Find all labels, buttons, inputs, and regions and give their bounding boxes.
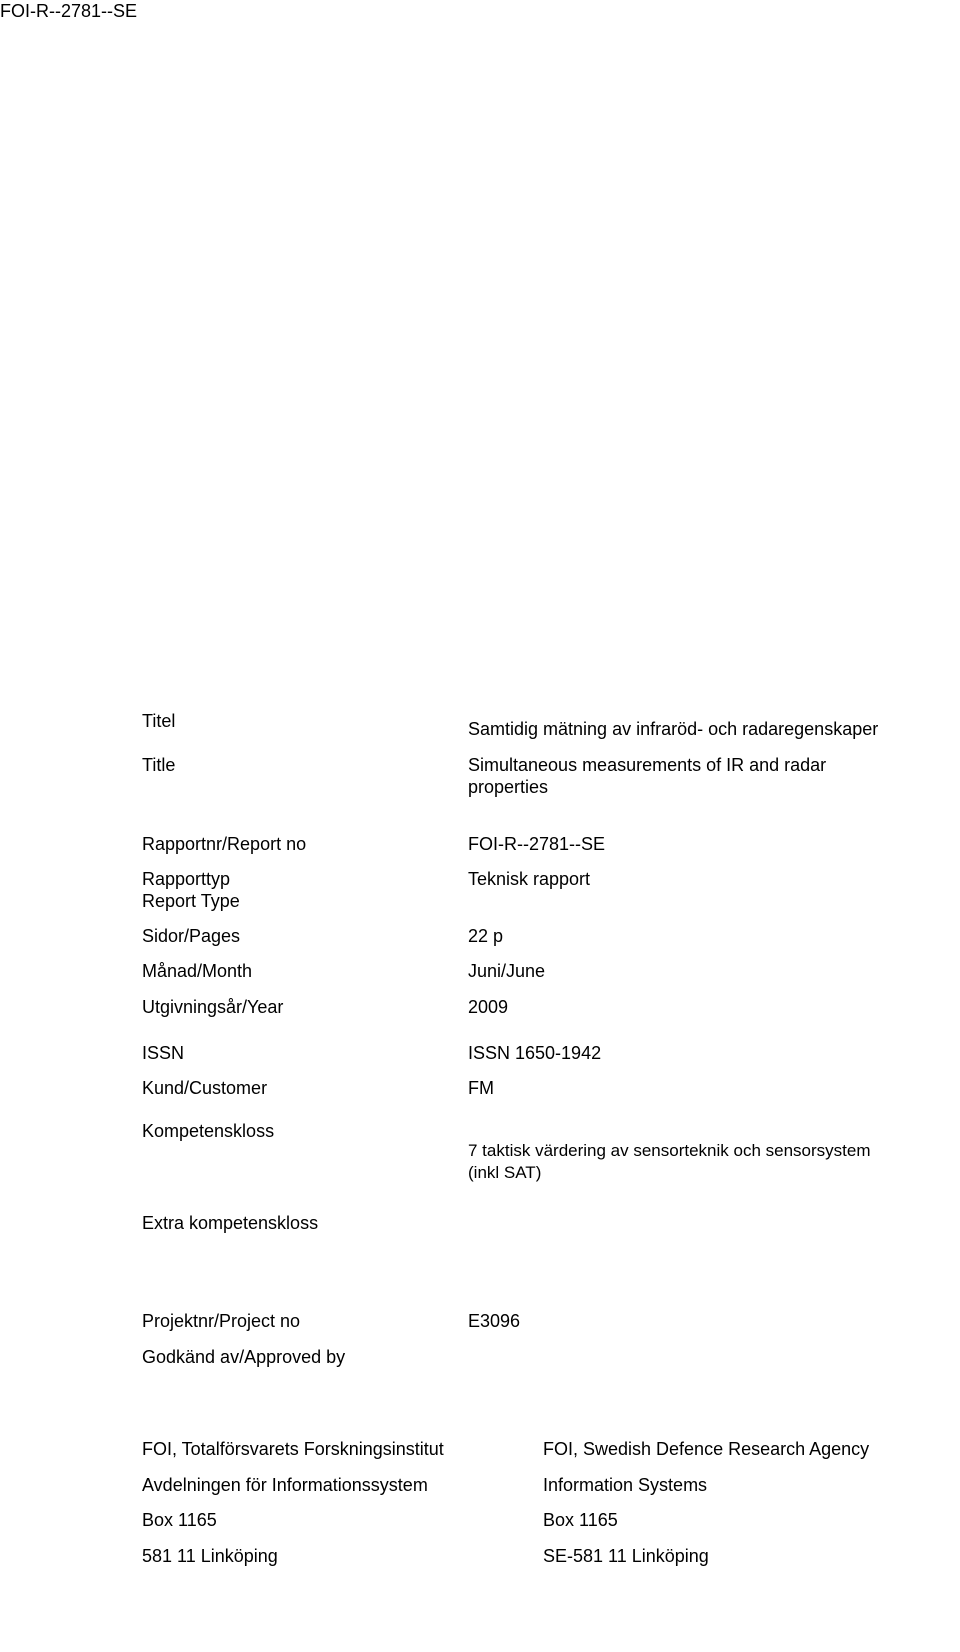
footer-sv-dept: Avdelningen för Informationssystem <box>142 1475 428 1495</box>
report-type-value: Teknisk rapport <box>468 869 591 889</box>
report-id-header: FOI-R--2781--SE <box>0 1 138 21</box>
title-value-line2: properties <box>468 777 549 797</box>
footer-sv-city: 581 11 Linköping <box>142 1546 278 1566</box>
month-value: Juni/June <box>468 961 546 981</box>
pages-value: 22 p <box>468 926 504 946</box>
footer-en-box: Box 1165 <box>543 1510 618 1530</box>
issn-value: ISSN 1650-1942 <box>468 1043 602 1063</box>
customer-label: Kund/Customer <box>142 1078 268 1098</box>
report-type-label-line1: Rapporttyp <box>142 869 231 889</box>
approved-label: Godkänd av/Approved by <box>142 1347 346 1367</box>
footer-en-city: SE-581 11 Linköping <box>543 1546 709 1566</box>
titel-value: Samtidig mätning av infraröd- och radaregenskaper <box>468 719 879 739</box>
competence-label: Kompetenskloss <box>142 1121 275 1141</box>
project-label: Projektnr/Project no <box>142 1311 301 1331</box>
pages-label: Sidor/Pages <box>142 926 241 946</box>
competence-value-line1: 7 taktisk värdering av sensorteknik och sensorsystem <box>468 1141 871 1160</box>
extra-competence-label: Extra kompetenskloss <box>142 1213 319 1233</box>
month-label: Månad/Month <box>142 961 253 981</box>
issn-label: ISSN <box>142 1043 185 1063</box>
titel-label: Titel <box>142 711 176 731</box>
report-type-label-line2: Report Type <box>142 891 240 911</box>
project-value: E3096 <box>468 1311 521 1331</box>
footer-sv-box: Box 1165 <box>142 1510 217 1530</box>
competence-value-line2: (inkl SAT) <box>468 1163 542 1182</box>
customer-value: FM <box>468 1078 494 1098</box>
footer-en-dept: Information Systems <box>543 1475 708 1495</box>
title-value-line1: Simultaneous measurements of IR and radar <box>468 755 827 775</box>
year-value: 2009 <box>468 997 509 1017</box>
report-no-label: Rapportnr/Report no <box>142 834 307 854</box>
year-label: Utgivningsår/Year <box>142 997 284 1017</box>
footer-en-org: FOI, Swedish Defence Research Agency <box>543 1439 870 1459</box>
report-no-value: FOI-R--2781--SE <box>468 834 606 854</box>
title-label: Title <box>142 755 176 775</box>
footer-sv-org: FOI, Totalförsvarets Forskningsinstitut <box>142 1439 444 1459</box>
